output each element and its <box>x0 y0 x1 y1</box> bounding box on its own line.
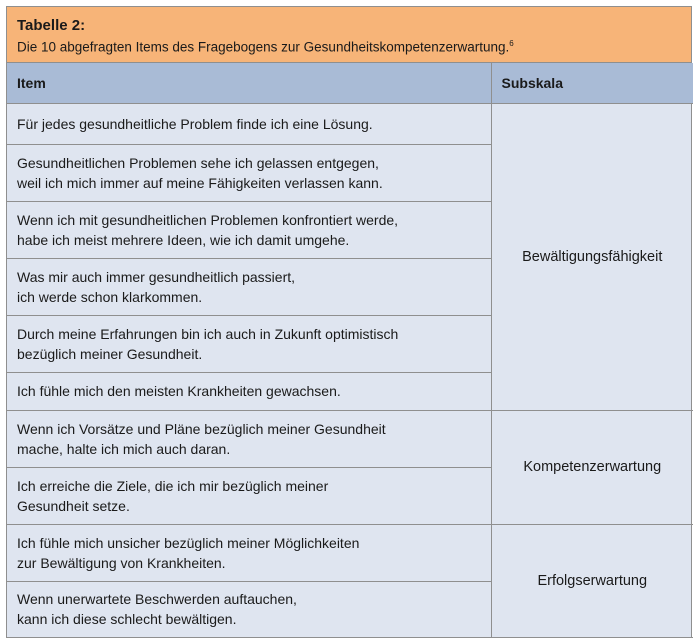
item-cell: Wenn ich Vorsätze und Pläne bezüglich meiner Gesundheit mache, halte ich mich auch daran. <box>7 410 491 467</box>
item-cell: Was mir auch immer gesundheitlich passiert, ich werde schon klarkommen. <box>7 258 491 315</box>
header-row <box>7 63 693 103</box>
table-caption <box>7 7 691 63</box>
subscale-cell: Erfolgserwartung <box>491 524 693 637</box>
table-row <box>7 103 693 144</box>
caption-text <box>17 35 681 57</box>
column-header-item: Item <box>7 63 491 103</box>
subscale-cell: Bewältigungsfähigkeit <box>491 103 693 410</box>
column-header-subscale: Subskala <box>491 63 693 103</box>
caption-footnote-marker: 6 <box>509 39 514 48</box>
caption-description: Die 10 abgefragten Items des Fragebogens zur Gesundheitskompetenzerwartung. <box>17 39 510 55</box>
item-cell: Wenn unerwartete Beschwerden auftauchen, kann ich diese schlecht bewältigen. <box>17 591 297 628</box>
caption-title: Tabelle 2: <box>17 17 86 34</box>
table-row <box>7 524 693 581</box>
item-cell: Wenn ich mit gesundheitlichen Problemen konfrontiert werde, habe ich meist mehrere Ideen, wie ich damit umgehe. <box>7 201 491 258</box>
table-row <box>7 410 693 467</box>
item-cell: Durch meine Erfahrungen bin ich auch in Zukunft optimistisch bezüglich meiner Gesundheit. <box>7 315 491 372</box>
item-cell: Ich fühle mich den meisten Krankheiten gewachsen. <box>7 372 491 410</box>
table-frame <box>6 6 692 638</box>
item-cell: Gesundheitlichen Problemen sehe ich gelassen entgegen, weil ich mich immer auf meine Fähigkeiten verlassen kann. <box>7 144 491 201</box>
subscale-cell: Kompetenzerwartung <box>491 410 693 524</box>
item-cell: Ich fühle mich unsicher bezüglich meiner Möglichkeiten zur Bewältigung von Krankheiten. <box>7 524 491 581</box>
item-cell: Ich erreiche die Ziele, die ich mir bezüglich meiner Gesundheit setze. <box>7 467 491 524</box>
item-cell: Für jedes gesundheitliche Problem finde ich eine Lösung. <box>7 103 491 144</box>
items-table <box>7 63 693 638</box>
